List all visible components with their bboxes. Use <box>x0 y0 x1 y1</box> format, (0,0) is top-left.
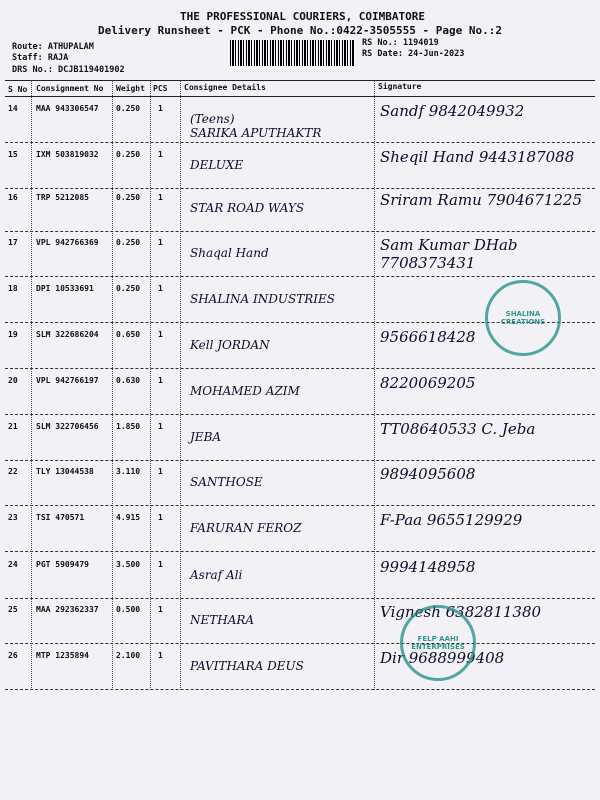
row-weight: 3.110 <box>116 467 141 476</box>
col-signature: Signature <box>378 82 422 91</box>
row-consignment: MAA 943306547 <box>36 104 99 113</box>
col-sno: S No <box>8 85 28 94</box>
row-separator <box>5 505 595 506</box>
row-signature: TT08640533 C. Jeba <box>380 420 536 438</box>
row-weight: 2.100 <box>116 651 141 660</box>
row-consignee: Shaqal Hand <box>190 246 269 260</box>
row-separator <box>5 643 595 644</box>
route-label: Route: ATHUPALAM <box>12 42 94 52</box>
row-consignee: DELUXE <box>190 158 244 172</box>
row-pcs: 1 <box>158 651 163 660</box>
row-weight: 0.500 <box>116 605 141 614</box>
runsheet-subtitle: Delivery Runsheet - PCK - Phone No.:0422-3505555 - Page No.:2 <box>98 24 502 37</box>
row-consignee: STAR ROAD WAYS <box>190 201 305 215</box>
row-consignment: TRP 5212085 <box>36 193 89 202</box>
row-separator <box>5 689 595 690</box>
company-stamp: FELP AAHI ENTERPRISES <box>400 605 476 681</box>
row-sno: 14 <box>8 104 18 113</box>
row-weight: 0.250 <box>116 104 141 113</box>
row-weight: 0.250 <box>116 193 141 202</box>
row-consignee: SANTHOSE <box>190 475 263 489</box>
staff-label: Staff: RAJA <box>12 53 69 63</box>
row-signature: Sandf 9842049932 <box>380 102 525 120</box>
row-weight: 0.630 <box>116 376 141 385</box>
col-consignee: Consignee Details <box>184 83 266 92</box>
row-consignment: IXM 503819032 <box>36 150 99 159</box>
row-separator <box>5 276 595 277</box>
row-signature: 9894095608 <box>380 465 476 483</box>
row-sno: 22 <box>8 467 18 476</box>
row-weight: 0.250 <box>116 238 141 247</box>
row-sno: 15 <box>8 150 18 159</box>
row-separator <box>5 231 595 232</box>
row-separator <box>5 598 595 599</box>
row-signature: Sheqil Hand 9443187088 <box>380 148 575 166</box>
row-weight: 0.250 <box>116 284 141 293</box>
row-signature: 9994148958 <box>380 558 476 576</box>
row-consignee: FARURAN FEROZ <box>190 521 302 535</box>
row-weight: 1.850 <box>116 422 141 431</box>
row-pcs: 1 <box>158 513 163 522</box>
row-consignment: MTP 1235894 <box>36 651 89 660</box>
row-consignment: PGT 5909479 <box>36 560 89 569</box>
col-weight: Weight <box>116 84 145 93</box>
row-consignee: Asraf Ali <box>190 568 243 582</box>
col-consignment: Consignment No <box>36 84 104 93</box>
row-pcs: 1 <box>158 193 163 202</box>
row-signature: Dir 9688999408 <box>380 649 505 667</box>
row-sno: 18 <box>8 284 18 293</box>
row-consignee: PAVITHARA DEUS <box>190 659 304 673</box>
row-consignee: (Teens) SARIKA APUTHAKTR <box>190 112 322 140</box>
row-pcs: 1 <box>158 284 163 293</box>
row-consignee: SHALINA INDUSTRIES <box>190 292 335 306</box>
table-top-rule <box>5 80 595 81</box>
row-sno: 25 <box>8 605 18 614</box>
row-consignment: VPL 942766369 <box>36 238 99 247</box>
col-pcs: PCS <box>153 84 168 93</box>
row-sno: 26 <box>8 651 18 660</box>
row-signature: 8220069205 <box>380 374 476 392</box>
rs-number: RS No.: 1194019 <box>362 38 439 48</box>
row-pcs: 1 <box>158 605 163 614</box>
row-consignment: SLM 322706456 <box>36 422 99 431</box>
row-signature: Sam Kumar DHab 7708373431 <box>380 236 518 272</box>
row-separator <box>5 551 595 552</box>
row-pcs: 1 <box>158 560 163 569</box>
row-signature: Sriram Ramu 7904671225 <box>380 191 583 209</box>
company-stamp: SHALINA CREATIONS <box>485 280 561 356</box>
row-consignment: DPI 10533691 <box>36 284 94 293</box>
row-separator <box>5 188 595 189</box>
rs-date: RS Date: 24-Jun-2023 <box>362 49 465 59</box>
row-consignee: Kell JORDAN <box>190 338 270 352</box>
row-signature: Vignesh 6382811380 <box>380 603 542 621</box>
row-pcs: 1 <box>158 376 163 385</box>
row-sno: 21 <box>8 422 18 431</box>
row-consignment: TLY 13044538 <box>36 467 94 476</box>
row-signature: F-Paa 9655129929 <box>380 511 523 529</box>
row-consignee: JEBA <box>190 430 222 444</box>
drs-number: DRS No.: DCJB119401902 <box>12 65 125 75</box>
row-sno: 24 <box>8 560 18 569</box>
row-consignee: NETHARA <box>190 613 255 627</box>
row-weight: 3.500 <box>116 560 141 569</box>
row-sno: 16 <box>8 193 18 202</box>
page-title: THE PROFESSIONAL COURIERS, COIMBATORE <box>180 10 426 23</box>
row-sno: 17 <box>8 238 18 247</box>
row-pcs: 1 <box>158 467 163 476</box>
row-signature: 9566618428 <box>380 328 476 346</box>
row-separator <box>5 368 595 369</box>
row-pcs: 1 <box>158 238 163 247</box>
row-weight: 0.650 <box>116 330 141 339</box>
row-consignee: MOHAMED AZIM <box>190 384 300 398</box>
row-pcs: 1 <box>158 330 163 339</box>
barcode-icon <box>230 40 355 66</box>
row-pcs: 1 <box>158 104 163 113</box>
row-separator <box>5 414 595 415</box>
row-consignment: SLM 322686204 <box>36 330 99 339</box>
row-pcs: 1 <box>158 150 163 159</box>
row-sno: 23 <box>8 513 18 522</box>
row-separator <box>5 142 595 143</box>
row-weight: 4.915 <box>116 513 141 522</box>
row-separator <box>5 460 595 461</box>
row-pcs: 1 <box>158 422 163 431</box>
row-sno: 19 <box>8 330 18 339</box>
row-consignment: MAA 292362337 <box>36 605 99 614</box>
row-sno: 20 <box>8 376 18 385</box>
row-consignment: TSI 470571 <box>36 513 85 522</box>
row-weight: 0.250 <box>116 150 141 159</box>
table-header-rule <box>5 96 595 97</box>
row-consignment: VPL 942766197 <box>36 376 99 385</box>
